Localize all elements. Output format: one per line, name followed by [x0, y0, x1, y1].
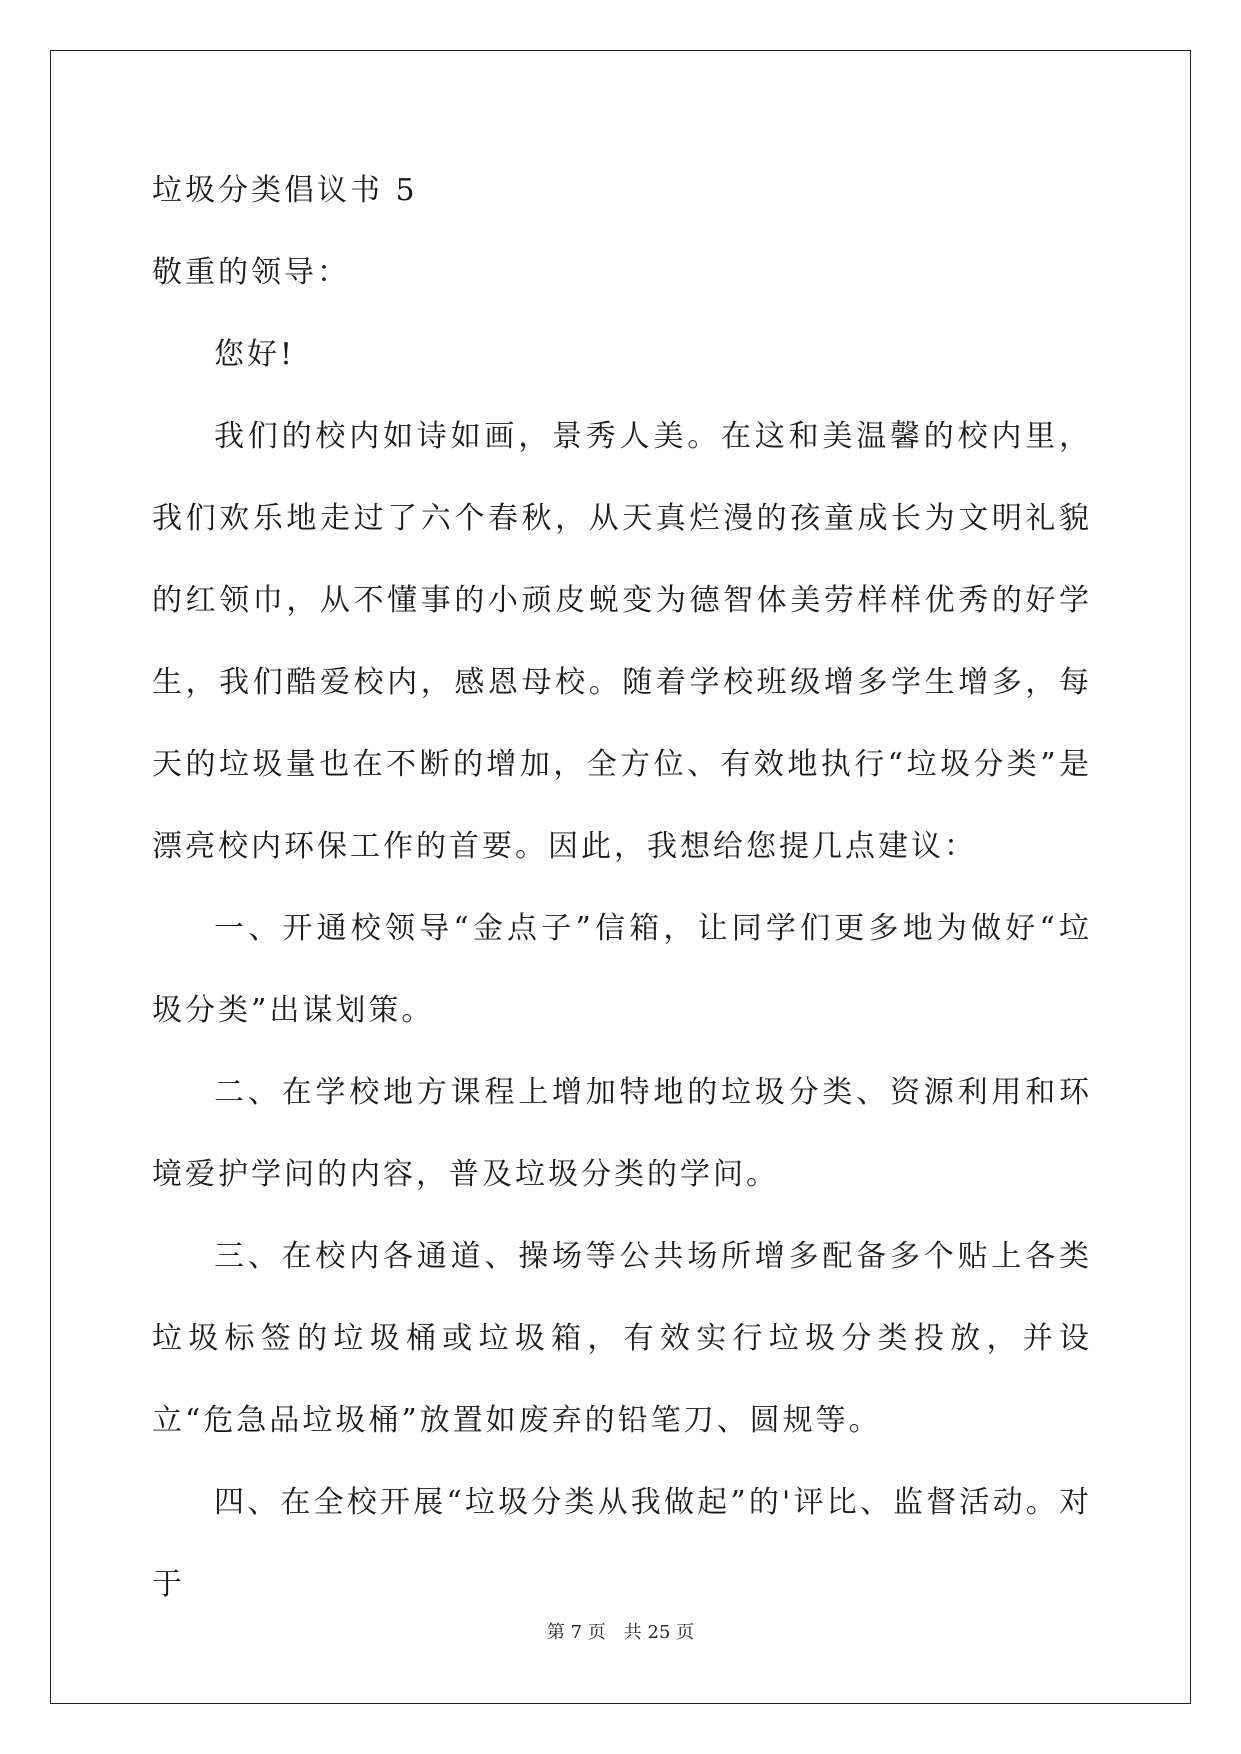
document-body — [152, 150, 1092, 1626]
paragraph-suggestion-1: 一、开通校领导“金点子”信箱，让同学们更多地为做好“垃圾分类”出谋划策。 — [152, 911, 1092, 1028]
greeting: 您好! — [214, 337, 296, 372]
document-title: 垃圾分类倡议书 5 — [152, 173, 418, 208]
paragraph-suggestion-2: 二、在学校地方课程上增加特地的垃圾分类、资源利用和环境爱护学问的内容，普及垃圾分类的学问。 — [152, 1075, 1092, 1192]
salutation: 敬重的领导： — [152, 255, 350, 290]
paragraph-intro: 我们的校内如诗如画，景秀人美。在这和美温馨的校内里，我们欢乐地走过了六个春秋，从天真烂漫的孩童成长为文明礼貌的红领巾，从不懂事的小顽皮蜕变为德智体美劳样样优秀的好学生，我们酷爱校内，感恩母校。随着学校班级增多学生增多，每天的垃圾量也在不断的增加，全方位、有效地执行“垃圾分类”是漂亮校内环保工作的首要。因此，我想给您提几点建议： — [152, 419, 1092, 864]
paragraph-suggestion-3: 三、在校内各通道、操场等公共场所增多配备多个贴上各类垃圾标签的垃圾桶或垃圾箱，有效实行垃圾分类投放，并设立“危急品垃圾桶”放置如废弃的铅笔刀、圆规等。 — [152, 1239, 1092, 1438]
paragraph-suggestion-4: 四、在全校开展“垃圾分类从我做起”的'评比、监督活动。对于 — [152, 1485, 1092, 1602]
page-number-footer: 第 7 页 共 25 页 — [546, 1622, 695, 1643]
